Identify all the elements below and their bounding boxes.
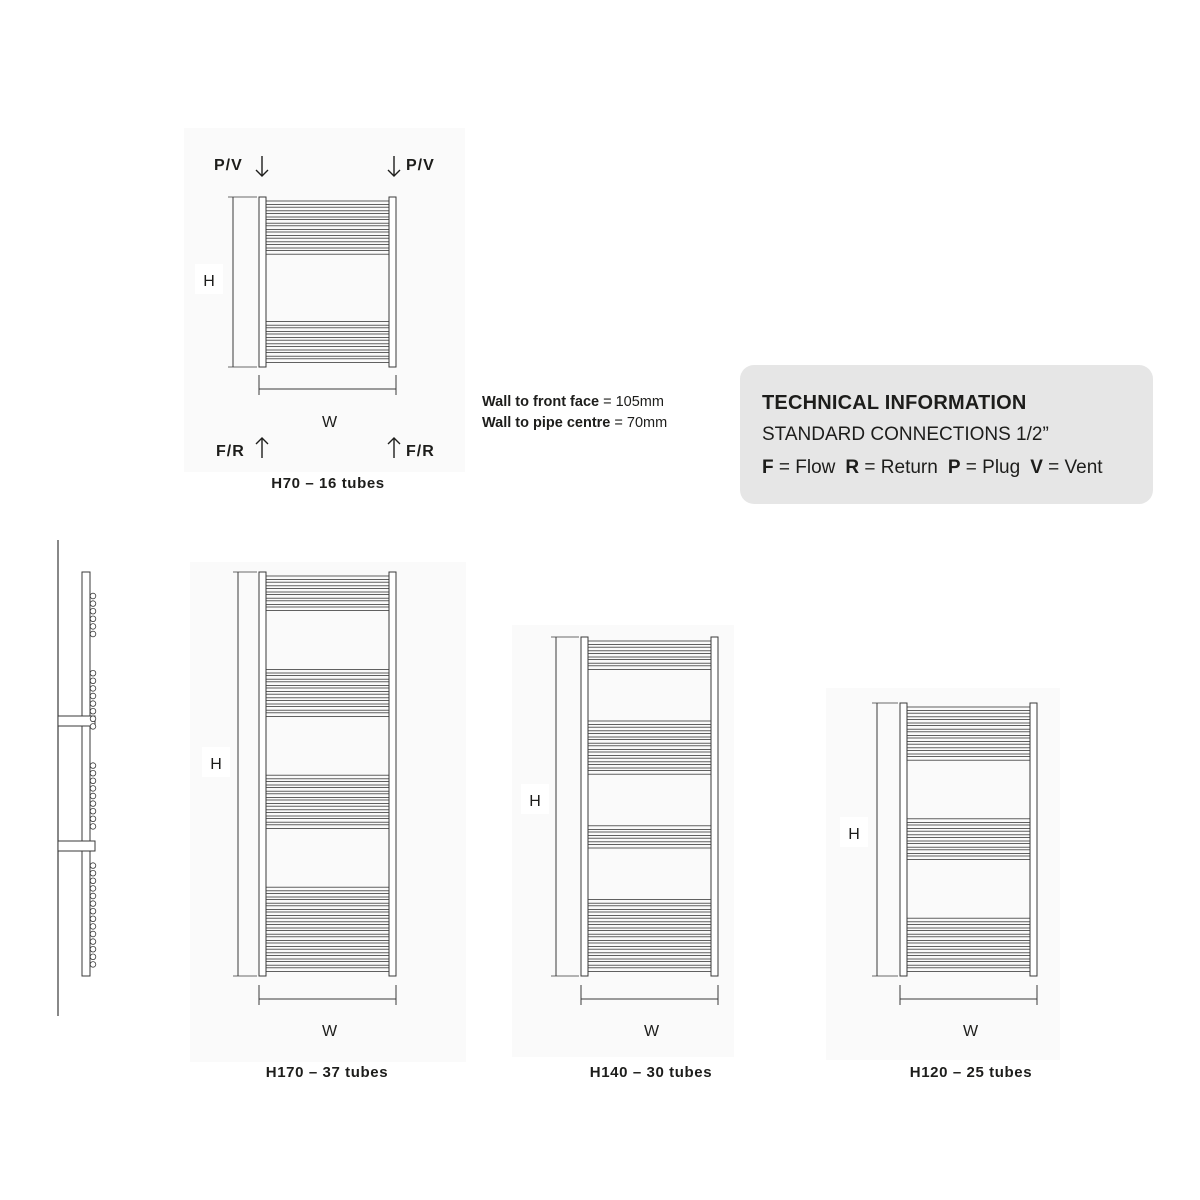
side-tube <box>90 901 96 907</box>
technical-info-card <box>740 365 1153 504</box>
side-tube <box>90 893 96 899</box>
side-tube <box>90 962 96 968</box>
side-tube <box>90 793 96 799</box>
side-tube <box>90 924 96 930</box>
side-tube <box>90 763 96 769</box>
left-rail <box>581 637 588 976</box>
height-label: H <box>848 826 860 843</box>
side-tube <box>90 601 96 607</box>
front-face-value: = 105mm <box>603 394 664 410</box>
side-tube <box>90 724 96 730</box>
wall-bracket-lower <box>58 841 95 851</box>
pipe-centre-label: Wall to pipe centre <box>482 415 611 431</box>
side-tube <box>90 886 96 892</box>
technical-info-title: TECHNICAL INFORMATION <box>762 392 1027 414</box>
width-label: W <box>321 1023 338 1040</box>
side-tube <box>90 808 96 814</box>
left-rail <box>259 197 266 367</box>
height-label: H <box>203 273 215 290</box>
legend-key-plug: P <box>947 457 961 478</box>
width-label: W <box>321 414 338 431</box>
side-tube <box>90 686 96 692</box>
side-tube <box>90 708 96 714</box>
legend-key-return: R <box>845 457 860 478</box>
front-face-note <box>482 392 667 413</box>
caption-h70: H70 – 16 tubes <box>271 475 385 492</box>
side-tube <box>90 878 96 884</box>
side-tube <box>90 816 96 822</box>
right-rail <box>711 637 718 976</box>
right-rail <box>1030 703 1037 976</box>
fr-left-text: F/R <box>216 443 245 460</box>
side-tube <box>90 931 96 937</box>
side-profile-view <box>58 540 96 1016</box>
side-tube <box>90 770 96 776</box>
side-tube <box>90 678 96 684</box>
side-tube <box>90 908 96 914</box>
legend-value-vent: = Vent <box>1048 457 1103 478</box>
width-label: W <box>962 1023 979 1040</box>
left-rail <box>259 572 266 976</box>
side-tube <box>90 786 96 792</box>
side-tube <box>90 693 96 699</box>
side-rail <box>82 572 90 976</box>
side-tube <box>90 863 96 869</box>
technical-info-subtitle: STANDARD CONNECTIONS 1/2” <box>762 424 1049 445</box>
pv-right-text: P/V <box>406 157 435 174</box>
caption-h140: H140 – 30 tubes <box>589 1064 713 1081</box>
side-tube <box>90 701 96 707</box>
panel-h170 <box>190 562 466 1062</box>
legend-key-flow: F <box>762 457 774 478</box>
legend-key-vent: V <box>1030 457 1043 478</box>
caption-h120: H120 – 25 tubes <box>909 1064 1033 1081</box>
side-tube <box>90 778 96 784</box>
side-tube <box>90 916 96 922</box>
height-label: H <box>529 793 541 810</box>
panel-h120 <box>826 688 1060 1060</box>
legend-value-return: = Return <box>864 457 938 478</box>
front-face-label: Wall to front face <box>482 394 600 410</box>
pv-left-text: P/V <box>214 157 243 174</box>
legend-value-flow: = Flow <box>778 457 836 478</box>
pipe-centre-note <box>482 413 667 434</box>
caption-h170: H170 – 37 tubes <box>265 1064 389 1081</box>
side-tube-circles <box>90 593 96 967</box>
right-rail <box>389 197 396 367</box>
side-tube <box>90 939 96 945</box>
side-tube <box>90 801 96 807</box>
side-tube <box>90 608 96 614</box>
mounting-notes <box>482 392 667 434</box>
side-tube <box>90 624 96 630</box>
height-label: H <box>210 756 222 773</box>
width-label: W <box>643 1023 660 1040</box>
panel-h140 <box>512 625 734 1057</box>
connection-legend <box>762 456 1153 480</box>
pipe-centre-value: = 70mm <box>614 415 668 431</box>
wall-bracket-upper <box>58 716 95 726</box>
right-rail <box>389 572 396 976</box>
fr-right-text: F/R <box>406 443 435 460</box>
left-rail <box>900 703 907 976</box>
side-tube <box>90 870 96 876</box>
side-tube <box>90 593 96 599</box>
side-tube <box>90 616 96 622</box>
side-tube <box>90 716 96 722</box>
side-tube <box>90 631 96 637</box>
side-tube <box>90 954 96 960</box>
side-tube <box>90 824 96 830</box>
side-tube <box>90 670 96 676</box>
legend-value-plug: = Plug <box>965 457 1021 478</box>
side-tube <box>90 946 96 952</box>
